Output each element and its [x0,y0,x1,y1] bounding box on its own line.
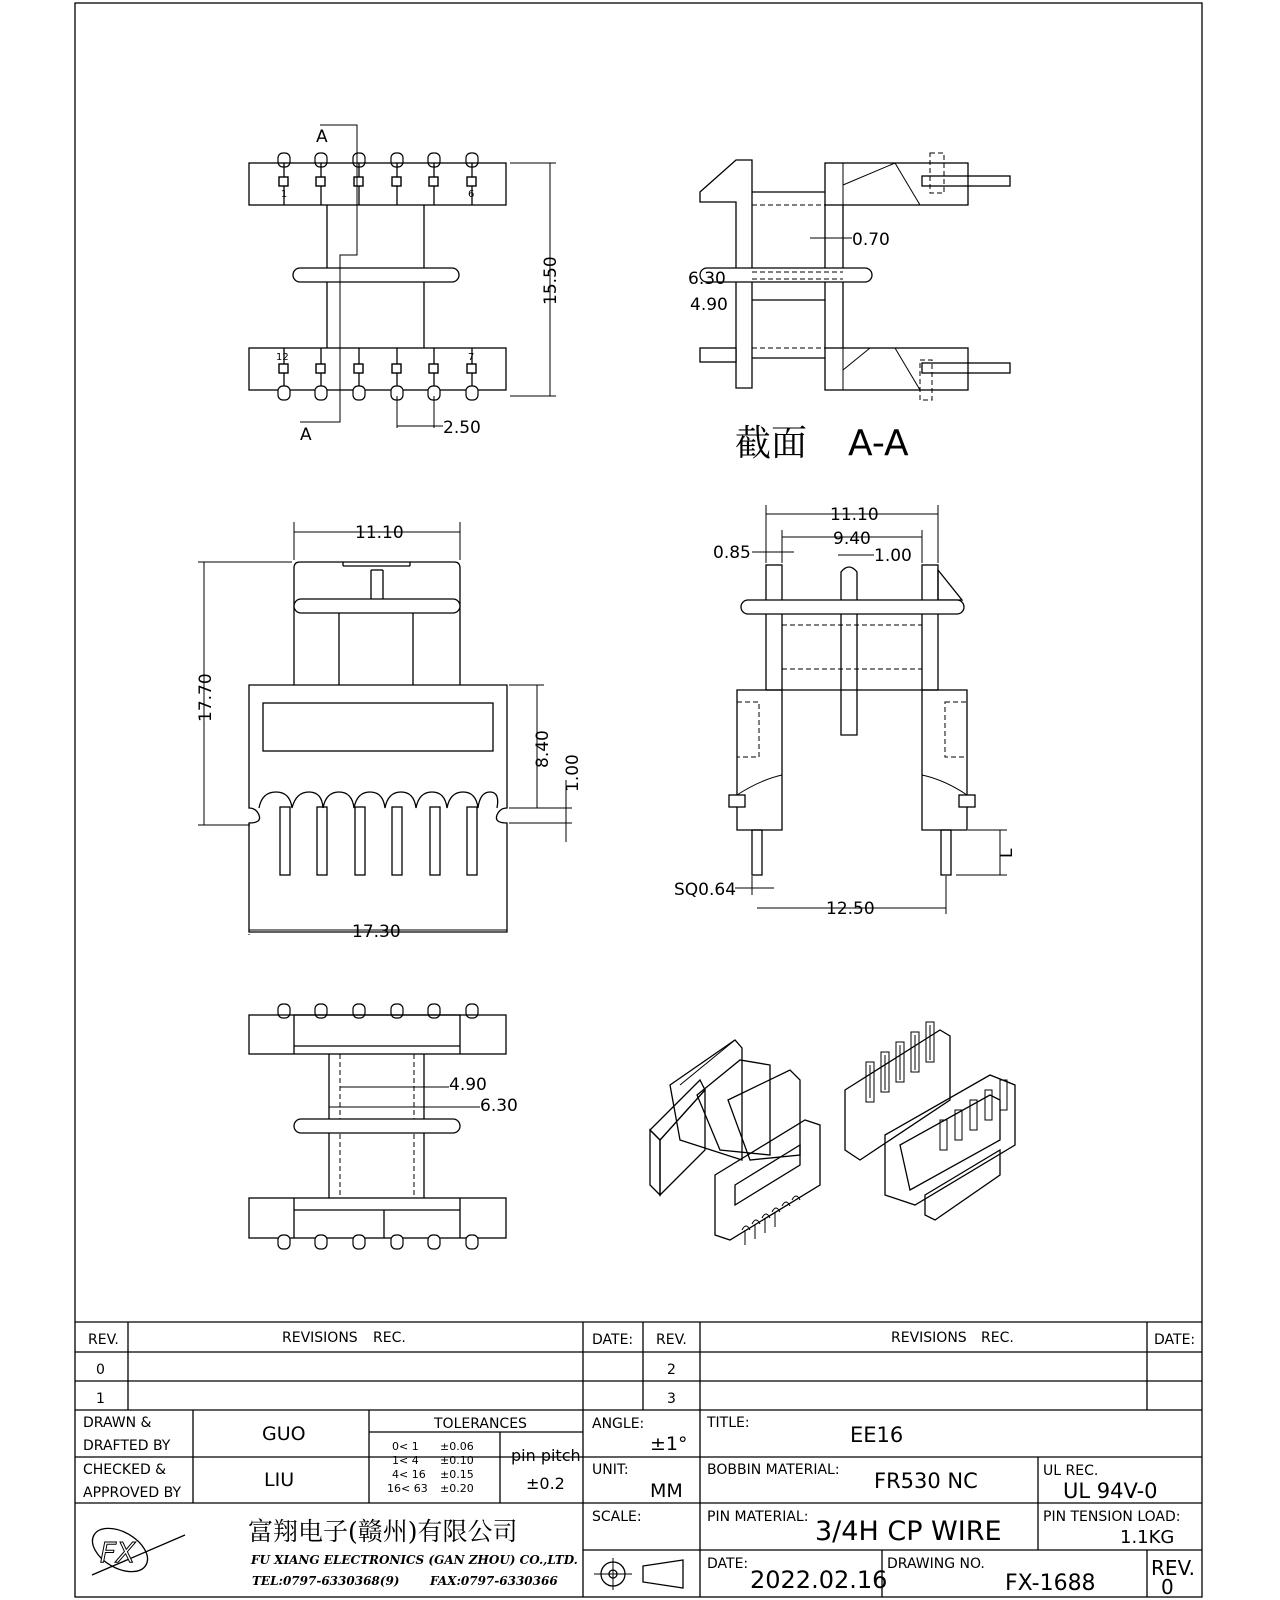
dim-11-10-front: 11.10 [355,523,404,543]
company-fax: FAX:0797-6330366 [430,1574,558,1588]
side-view [674,505,1017,919]
pin-label-7: 7 [468,352,475,363]
dim-11-10-side: 11.10 [830,505,879,525]
date-header-left: DATE: [592,1332,634,1348]
pin-tension-value: 1.1KG [1120,1527,1175,1548]
projection-symbol-icon [594,1558,683,1590]
company-name-cn: 富翔电子(赣州)有限公司 [248,1517,518,1546]
svg-text:1< 4: 1< 4 [392,1454,419,1467]
pin-label-12: 12 [276,352,289,363]
rev-row-3: 3 [667,1391,676,1407]
dim-9-40: 9.40 [833,529,871,549]
unit-value: MM [650,1480,683,1502]
svg-text:±0.20: ±0.20 [440,1482,474,1495]
rev-value: 0 [1161,1575,1174,1599]
dim-4-90-section: 4.90 [690,295,728,315]
drawn-label-2: DRAFTED BY [83,1438,171,1454]
section-marker-a-top: A [316,127,328,147]
pin-material-label: PIN MATERIAL: [707,1509,809,1525]
dim-1-00-side: 1.00 [874,546,912,566]
company-tel: TEL:0797-6330368(9) [252,1574,400,1588]
tolerance-rows [387,1440,474,1495]
title-value: EE16 [850,1423,904,1447]
top-pin-squares-lower [279,364,476,373]
unit-label: UNIT: [592,1462,629,1478]
svg-text:±0.06: ±0.06 [440,1440,474,1453]
scale-label: SCALE: [592,1509,642,1525]
pin-pitch-label: pin pitch [511,1446,581,1465]
pin-pitch-tol: ±0.2 [526,1474,565,1493]
pin-label-6: 6 [468,189,475,200]
svg-text:±0.10: ±0.10 [440,1454,474,1467]
svg-text:16< 63: 16< 63 [387,1482,428,1495]
revisions-header-right: REVISIONS [891,1330,967,1346]
dim-0-85: 0.85 [713,543,751,563]
dim-sq0-64: SQ0.64 [674,880,737,900]
date-header-right: DATE: [1154,1332,1196,1348]
top-pins-lower [278,386,478,400]
bottom-view [249,1004,518,1249]
date-value: 2022.02.16 [750,1566,888,1594]
dim-8-40: 8.40 [533,730,553,768]
rev-header-right: REV. [656,1332,687,1348]
title-label: TITLE: [707,1415,750,1431]
dim-12-50: 12.50 [826,899,875,919]
rev-row-2: 2 [667,1362,676,1378]
drawn-by: GUO [262,1423,306,1445]
dim-17-30: 17.30 [352,922,401,942]
dim-4-90-bottom: 4.90 [449,1075,487,1095]
front-view [196,522,583,942]
drawn-label-1: DRAWN & [83,1415,152,1431]
angle-label: ANGLE: [592,1416,645,1432]
pin-tension-label: PIN TENSION LOAD: [1043,1509,1181,1525]
top-pins-upper [278,153,478,167]
ul-rec-value: UL 94V-0 [1063,1479,1158,1503]
section-view [688,153,1010,464]
dim-6-30-section: 6.30 [688,269,726,289]
dim-17-70: 17.70 [196,673,216,722]
isometric-view [650,1022,1015,1245]
checked-by: LIU [264,1469,295,1491]
section-title-cn: 截面 [735,423,808,464]
bobbin-material-label: BOBBIN MATERIAL: [707,1462,840,1478]
dim-2-50: 2.50 [443,418,481,438]
section-marker-a-bottom: A [300,425,312,445]
tolerances-label: TOLERANCES [434,1416,527,1432]
dim-1-00-front: 1.00 [563,754,583,792]
front-window [263,703,493,751]
dim-0-70: 0.70 [852,230,890,250]
dim-15-50: 15.50 [541,256,561,305]
date-label: DATE: [707,1556,749,1572]
top-middle-flange [293,268,459,282]
dim-6-30-bottom: 6.30 [480,1096,518,1116]
rev-row-0: 0 [96,1362,105,1378]
pin-material-value: 3/4H CP WIRE [815,1516,1002,1547]
top-view [249,125,561,445]
rev-label: REV. [1151,1556,1195,1580]
rec-header-right: REC. [981,1330,1014,1346]
dim-l: L [997,848,1017,858]
rev-row-1: 1 [96,1391,105,1407]
checked-label-2: APPROVED BY [83,1485,182,1501]
title-block [75,1410,1202,1599]
revisions-table [75,1322,1202,1410]
checked-label-1: CHECKED & [83,1462,167,1478]
section-title: A-A [848,423,909,464]
svg-text:4< 16: 4< 16 [392,1468,426,1481]
svg-text:0< 1: 0< 1 [392,1440,419,1453]
bobbin-material-value: FR530 NC [874,1469,978,1493]
company-logo [85,1519,185,1580]
angle-value: ±1° [650,1433,688,1455]
drawing-no-label: DRAWING NO. [887,1556,985,1572]
top-pin-squares-upper [279,177,476,186]
logo-text: FX [100,1536,136,1569]
revisions-header-left: REVISIONS [282,1330,358,1346]
rev-header-left: REV. [88,1332,119,1348]
pin-label-1: 1 [281,189,288,200]
ul-rec-label: UL REC. [1043,1463,1099,1479]
drawing-no-value: FX-1688 [1005,1571,1096,1596]
sheet-border [75,3,1202,1597]
svg-text:±0.15: ±0.15 [440,1468,474,1481]
rec-header-left: REC. [373,1330,406,1346]
company-name-en: FU XIANG ELECTRONICS (GAN ZHOU) CO.,LTD. [251,1553,578,1567]
